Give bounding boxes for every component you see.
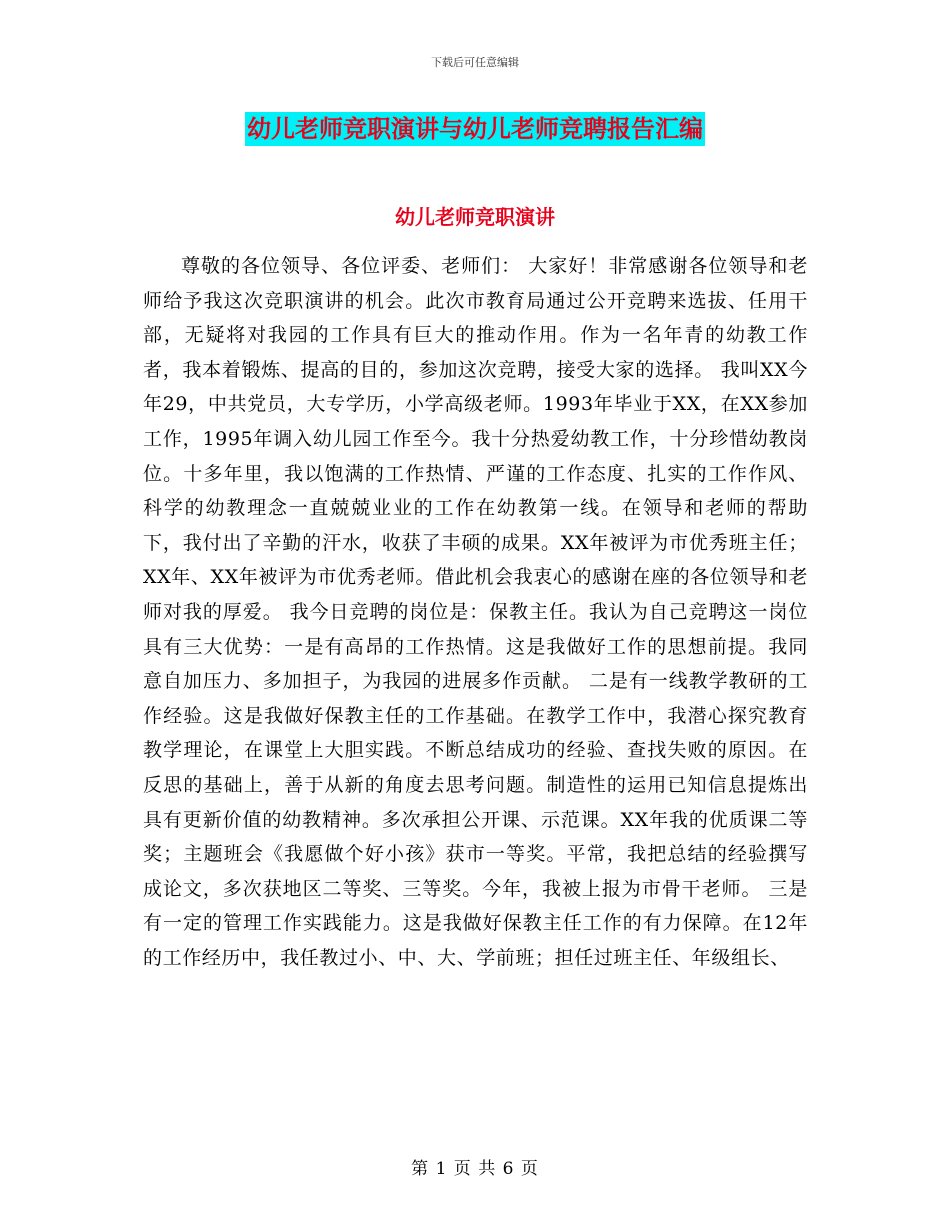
main-title-container xyxy=(0,112,950,146)
page-footer: 第 1 页 共 6 页 xyxy=(411,1159,539,1179)
header-note: 下载后可任意编辑 xyxy=(431,56,519,69)
main-title: 幼儿老师竞职演讲与幼儿老师竞聘报告汇编 xyxy=(245,112,705,146)
body-paragraph: 尊敬的各位领导、各位评委、老师们： 大家好！非常感谢各位领导和老师给予我这次竞职演讲的机会。此次市教育局通过公开竞聘来选拔、任用干部，无疑将对我园的工作具有巨大的推动作用。作为一名年青的幼教工作者，我本着锻炼、提高的目的，参加这次竞聘，接受大家的选择。 我叫XX今年29，中共党员，大专学历，小学高级老师。1993年毕业于XX，在XX参加工作，1995年调入幼儿园工作至今。我十分热爱幼教工作，十分珍惜幼教岗位。十多年里，我以饱满的工作热情、严谨的工作态度、扎实的工作作风、科学的幼教理念一直兢兢业业的工作在幼教第一线。在领导和老师的帮助下，我付出了辛勤的汗水，收获了丰硕的成果。XX年被评为市优秀班主任；XX年、XX年被评为市优秀老师。借此机会我衷心的感谢在座的各位领导和老师对我的厚爱。 我今日竞聘的岗位是：保教主任。我认为自己竞聘这一岗位具有三大优势：一是有高昂的工作热情。这是我做好工作的思想前提。我同意自加压力、多加担子，为我园的进展多作贡献。 二是有一线教学教研的工作经验。这是我做好保教主任的工作基础。在教学工作中，我潜心探究教育教学理论，在课堂上大胆实践。不断总结成功的经验、查找失败的原因。在反思的基础上，善于从新的角度去思考问题。制造性的运用已知信息提炼出具有更新价值的幼教精神。多次承担公开课、示范课。XX年我的优质课二等奖；主题班会《我愿做个好小孩》获市一等奖。平常，我把总结的经验撰写成论文，多次获地区二等奖、三等奖。今年，我被上报为市骨干老师。 三是有一定的管理工作实践能力。这是我做好保教主任工作的有力保障。在12年的工作经历中，我任教过小、中、大、学前班；担任过班主任、年级组长、 xyxy=(143,255,808,969)
section-title: 幼儿老师竞职演讲 xyxy=(395,205,555,229)
